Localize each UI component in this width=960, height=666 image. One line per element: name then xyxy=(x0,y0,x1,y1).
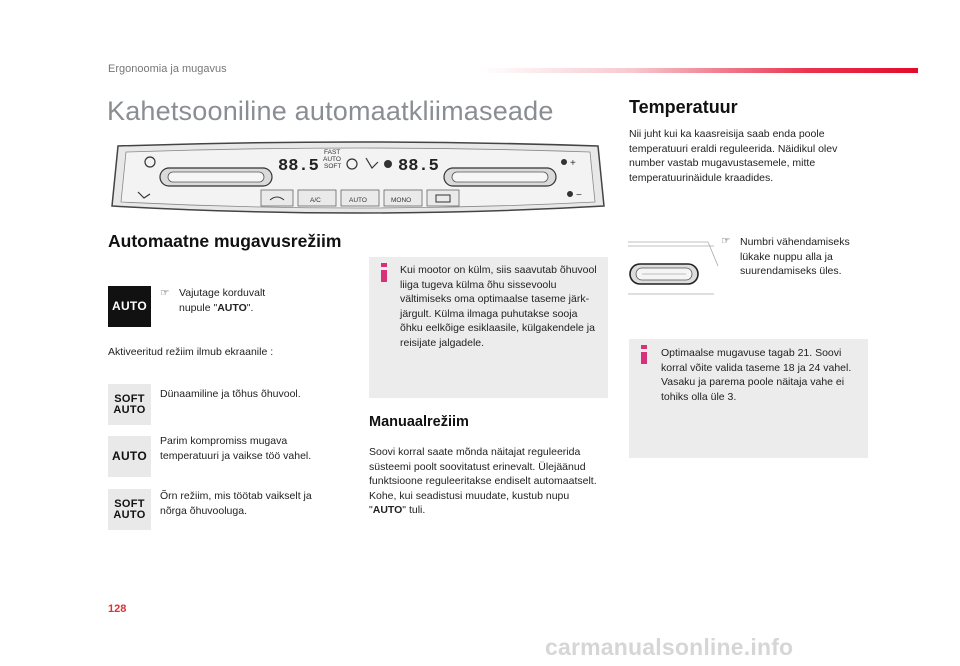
mode-description: Õrn režiim, mis töötab vaikselt ja nõrga õhuvooluga. xyxy=(160,490,312,517)
watermark: carmanualsonline.info xyxy=(545,634,794,660)
auto-mode-heading: Automaatne mugavusrežiim xyxy=(108,231,342,251)
manual-mode-heading: Manuaalrežiim xyxy=(369,414,469,430)
info-icon xyxy=(379,263,389,283)
press-auto-instruction: Vajutage korduvalt nupule "AUTO". xyxy=(179,287,266,314)
climate-panel-illustration xyxy=(108,140,608,218)
auto-button-label: AUTO xyxy=(349,197,367,204)
svg-text:−: − xyxy=(576,190,582,201)
mode-description: Dünaamiline ja tõhus õhuvool. xyxy=(160,388,301,400)
mode-description: Parim kompromiss mugava temperatuuri ja vaikse töö vahel. xyxy=(160,435,312,462)
info-text: Kui mootor on külm, siis saavutab õhuvool liiga tugeva külma õhu sissevoolu vältimiseks oma optimaalse taseme järk-järgult. Külma ilmaga puhutakse sooja õhku eelkõige esiklaasile, külgakendele ja reisijate jalgadele. xyxy=(400,264,597,349)
temperature-heading: Temperatuur xyxy=(629,97,738,117)
display-right-temp: 88.5 xyxy=(398,157,439,176)
slider-instruction: Numbri vähendamiseks lükake nuppu alla ja suurendamiseks üles. xyxy=(740,236,850,277)
temperature-slider-illustration xyxy=(628,236,720,300)
mode-auto-label: AUTO xyxy=(323,156,341,163)
header-rule xyxy=(478,68,918,73)
page-title: Kahetsooniline automaatkliimaseade xyxy=(107,96,554,126)
info-box-cold-engine xyxy=(369,257,608,398)
mode-soft-label: SOFT xyxy=(324,163,342,170)
ac-button-label: A/C xyxy=(310,197,321,204)
auto-badge: AUTO xyxy=(108,436,151,477)
display-left-temp: 88.5 xyxy=(278,157,319,176)
auto-button-badge: AUTO xyxy=(108,286,151,327)
activated-mode-note: Aktiveeritud režiim ilmub ekraanile : xyxy=(108,346,274,358)
soft-auto-badge: SOFT AUTO xyxy=(108,489,151,530)
page-number: 128 xyxy=(108,603,127,615)
section-header: Ergonoomia ja mugavus xyxy=(108,63,227,75)
info-text: Optimaalse mugavuse tagab 21. Soovi korral võite valida taseme 18 ja 24 vahel. Vasaku ja parema poole näitaja vahe ei tohiks olla üle 3. xyxy=(661,347,852,403)
svg-text:+: + xyxy=(570,158,576,169)
mono-button-label: MONO xyxy=(391,197,412,204)
soft-auto-badge: SOFT AUTO xyxy=(108,384,151,425)
info-icon xyxy=(639,345,649,365)
fan-icon xyxy=(384,160,392,168)
bullet-icon: ☞ xyxy=(160,287,170,299)
manual-mode-text: Soovi korral saate mõnda näitajat reguleerida süsteemi poolt soovitatust erinevalt. Ülejäänud funktsioone reguleeritakse endiselt automaatselt. Kohe, kui seadistusi muudate, kustub nupu "AUTO" tuli. xyxy=(369,446,597,516)
mode-fast-label: FAST xyxy=(324,149,341,156)
info-box-optimal-comfort xyxy=(629,339,868,458)
temperature-text: Nii juht kui ka kaasreisija saab enda poole temperatuuri eraldi reguleerida. Näidikul olev number vastab mugavustasemele, mitte temperatuurinäidule kraadides. xyxy=(629,128,838,184)
bullet-icon: ☞ xyxy=(721,235,731,247)
